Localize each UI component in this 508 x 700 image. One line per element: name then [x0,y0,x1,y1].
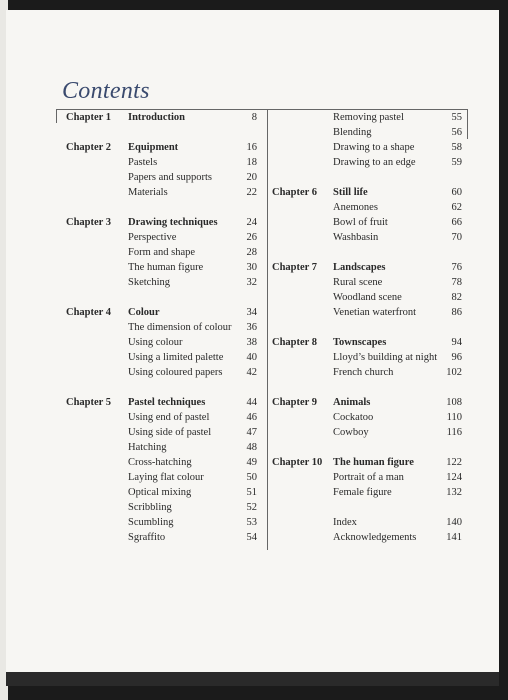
chapter-number: Chapter 9 [272,397,318,408]
chapter-title: Introduction [128,112,185,123]
top-rule [56,109,468,110]
page-number: 44 [246,397,257,408]
page-number: 76 [451,262,462,273]
chapter-title: Equipment [128,142,179,153]
section-title: Scribbling [128,502,172,513]
section-title: Lloyd’s building at night [333,352,438,363]
page-number: 38 [246,337,257,348]
page-number: 132 [446,487,462,498]
page-number: 53 [246,517,257,528]
page-number: 122 [446,457,462,468]
page-number: 70 [451,232,462,243]
section-title: Blending [333,127,372,138]
chapter-title: Colour [128,307,160,318]
section-title: Washbasin [333,232,379,243]
page-number: 54 [246,532,257,543]
page-number: 46 [246,412,257,423]
section-title: Using side of pastel [128,427,212,438]
page-number: 110 [446,412,462,423]
section-title: Removing pastel [333,112,404,123]
page-number: 18 [246,157,257,168]
section-title: Portrait of a man [333,472,404,483]
chapter-number: Chapter 4 [66,307,112,318]
section-title: Papers and supports [128,172,212,183]
page-number: 26 [246,232,257,243]
section-title: Laying flat colour [128,472,204,483]
page-number: 20 [246,172,257,183]
section-title: Venetian waterfront [333,307,417,318]
right-rule-tick [467,109,468,139]
section-title: Drawing to an edge [333,157,416,168]
chapter-number: Chapter 8 [272,337,318,348]
chapter-title: The human figure [333,457,414,468]
page-number: 32 [246,277,257,288]
section-title: Sgraffito [128,532,166,543]
chapter-number: Chapter 1 [66,112,112,123]
page-number: 28 [246,247,257,258]
section-title: Scumbling [128,517,174,528]
column-divider [267,109,268,550]
section-title: The human figure [128,262,204,273]
page-title: Contents [62,78,150,104]
page-number: 86 [451,307,462,318]
page-number: 16 [246,142,257,153]
page-number: 52 [246,502,257,513]
page-number: 108 [446,397,462,408]
section-title: Materials [128,187,168,198]
page-number: 60 [451,187,462,198]
page-number: 24 [246,217,257,228]
section-title: Cowboy [333,427,369,438]
page-bottom-edge [6,672,499,686]
chapter-number: Chapter 6 [272,187,318,198]
section-title: Optical mixing [128,487,192,498]
page-number: 56 [451,127,462,138]
section-title: French church [333,367,394,378]
page-number: 78 [451,277,462,288]
chapter-title: Landscapes [333,262,386,273]
section-title: Woodland scene [333,292,402,303]
section-title: Acknowledgements [333,532,417,543]
page-number: 62 [451,202,462,213]
chapter-number: Chapter 5 [66,397,112,408]
section-title: The dimension of colour [128,322,232,333]
page-number: 50 [246,472,257,483]
section-title: Index [333,517,357,528]
page-number: 58 [451,142,462,153]
page-number: 47 [246,427,257,438]
page-number: 34 [246,307,257,318]
section-title: Anemones [333,202,378,213]
section-title: Using coloured papers [128,367,223,378]
chapter-title: Still life [333,187,368,198]
left-rule-tick [56,109,57,123]
section-title: Female figure [333,487,392,498]
section-title: Perspective [128,232,177,243]
chapter-title: Townscapes [333,337,387,348]
section-title: Drawing to a shape [333,142,415,153]
page-number: 8 [251,112,257,123]
section-title: Form and shape [128,247,196,258]
page-number: 96 [451,352,462,363]
page-number: 82 [451,292,462,303]
section-title: Pastels [128,157,158,168]
page-number: 22 [246,187,257,198]
section-title: Rural scene [333,277,383,288]
chapter-number: Chapter 7 [272,262,318,273]
section-title: Using colour [128,337,183,348]
section-title: Hatching [128,442,167,453]
page-number: 51 [246,487,257,498]
chapter-number: Chapter 10 [272,457,323,468]
page-number: 116 [446,427,462,438]
chapter-number: Chapter 2 [66,142,112,153]
page-number: 36 [246,322,257,333]
page-number: 59 [451,157,462,168]
section-title: Cockatoo [333,412,374,423]
chapter-title: Animals [333,397,371,408]
chapter-number: Chapter 3 [66,217,112,228]
page-number: 48 [246,442,257,453]
page-number: 102 [446,367,462,378]
page-number: 55 [451,112,462,123]
section-title: Cross-hatching [128,457,192,468]
page-number: 66 [451,217,462,228]
chapter-title: Pastel techniques [128,397,206,408]
section-title: Bowl of fruit [333,217,388,228]
page-number: 30 [246,262,257,273]
chapter-title: Drawing techniques [128,217,218,228]
page-number: 40 [246,352,257,363]
section-title: Using a limited palette [128,352,224,363]
section-title: Using end of pastel [128,412,210,423]
page-number: 94 [451,337,462,348]
page-number: 124 [446,472,462,483]
page-number: 140 [446,517,462,528]
page-number: 49 [246,457,257,468]
section-title: Sketching [128,277,170,288]
page-number: 42 [246,367,257,378]
page-number: 141 [446,532,462,543]
